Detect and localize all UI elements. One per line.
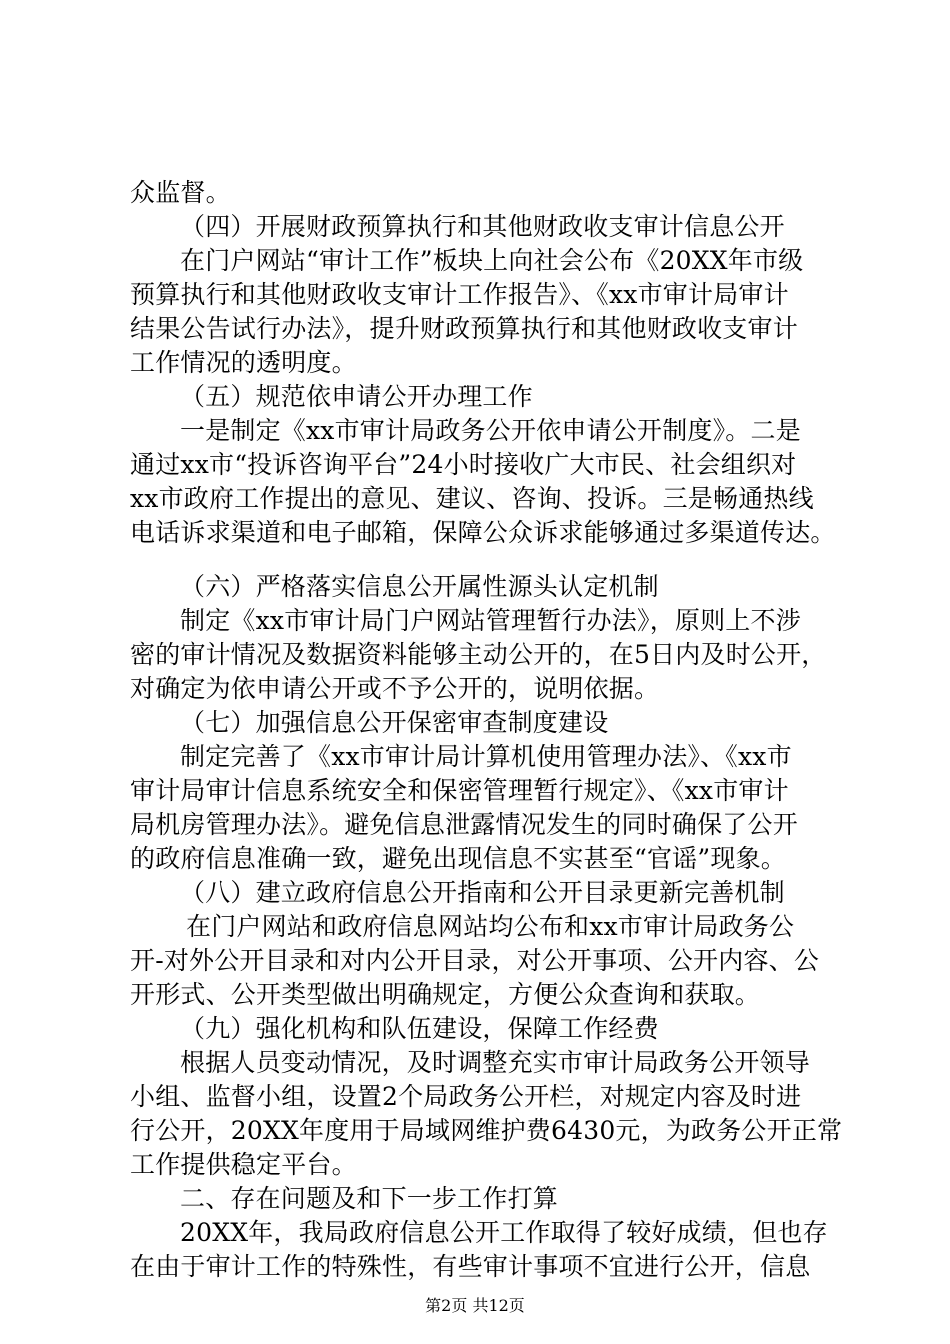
text-line: 工作情况的透明度。 (130, 348, 357, 377)
section-heading: （六）严格落实信息公开属性源头认定机制 (180, 572, 659, 601)
text-line: 局机房管理办法》。避免信息泄露情况发生的同时确保了公开 (130, 810, 798, 839)
text-line: 审计局审计信息系统安全和保密管理暂行规定》、《xx市审计 (130, 776, 789, 805)
section-heading: （五）规范依申请公开办理工作 (180, 382, 533, 411)
page-number-footer: 第2页 共12页 (425, 1296, 525, 1315)
text-line: 行公开，20XX年度用于局域网维护费6430元，为政务公开正常 (130, 1116, 843, 1145)
text-line: 开形式、公开类型做出明确规定，方便公众查询和获取。 (130, 980, 761, 1009)
text-line: 众监督。 (130, 178, 231, 207)
section-heading: （四）开展财政预算执行和其他财政收支审计信息公开 (180, 212, 785, 241)
text-line: 结果公告试行办法》，提升财政预算执行和其他财政收支审计 (130, 314, 798, 343)
section-heading: 二、存在问题及和下一步工作打算 (180, 1184, 559, 1213)
text-line: 的政府信息准确一致，避免出现信息不实甚至“官谣”现象。 (130, 844, 786, 873)
section-heading: （九）强化机构和队伍建设，保障工作经费 (180, 1014, 659, 1043)
text-line: 根据人员变动情况，及时调整充实市审计局政务公开领导 (180, 1048, 811, 1077)
text-line: 在门户网站“审计工作”板块上向社会公布《20XX年市级 (180, 246, 804, 275)
text-line: 预算执行和其他财政收支审计工作报告》、《xx市审计局审计 (130, 280, 789, 309)
text-line: 通过xx市“投诉咨询平台”24小时接收广大市民、社会组织对 (130, 450, 797, 479)
section-heading: （七）加强信息公开保密审查制度建设 (180, 708, 609, 737)
text-line: 制定完善了《xx市审计局计算机使用管理办法》、《xx市 (180, 742, 792, 771)
text-line: 密的审计情况及数据资料能够主动公开的，在5日内及时公开， (130, 640, 827, 669)
text-line: xx市政府工作提出的意见、建议、咨询、投诉。三是畅通热线 (130, 484, 814, 513)
text-line: 制定《xx市审计局门户网站管理暂行办法》，原则上不涉 (180, 606, 801, 635)
text-line: 工作提供稳定平台。 (130, 1150, 357, 1179)
text-line: 20XX年，我局政府信息公开工作取得了较好成绩，但也存 (180, 1218, 828, 1247)
text-line: 小组、监督小组，设置2个局政务公开栏，对规定内容及时进 (130, 1082, 802, 1111)
text-line: 对确定为依申请公开或不予公开的，说明依据。 (130, 674, 660, 703)
text-line: 开-对外公开目录和对内公开目录，对公开事项、公开内容、公 (130, 946, 820, 975)
text-line: 在门户网站和政府信息网站均公布和xx市审计局政务公 (186, 912, 795, 941)
text-line: 电话诉求渠道和电子邮箱，保障公众诉求能够通过多渠道传达。 (130, 518, 836, 547)
text-line: 一是制定《xx市审计局政务公开依申请公开制度》。二是 (180, 416, 801, 445)
text-line: 在由于审计工作的特殊性，有些审计事项不宜进行公开，信息 (130, 1252, 811, 1281)
section-heading: （八）建立政府信息公开指南和公开目录更新完善机制 (180, 878, 785, 907)
